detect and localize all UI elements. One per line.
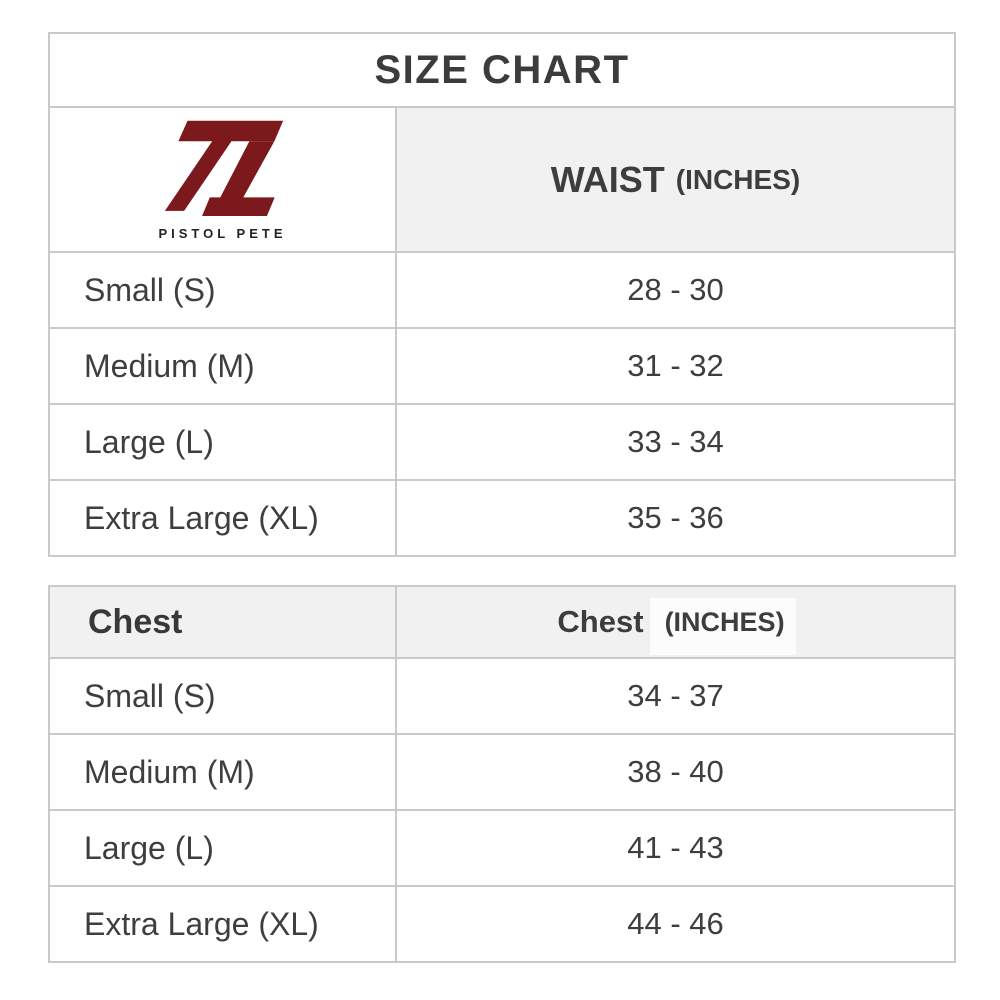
chest-header-unit-patch xyxy=(650,598,796,655)
chest-header-cell xyxy=(397,587,954,657)
brand-name: PISTOL PETE xyxy=(158,225,287,241)
chest-header-row xyxy=(50,587,954,657)
size-value: 35 - 36 xyxy=(397,481,954,555)
brand-logo-cell xyxy=(50,108,397,251)
waist-size-table xyxy=(48,32,956,557)
size-label: Medium (M) xyxy=(50,329,397,403)
size-value: 38 - 40 xyxy=(397,735,954,809)
table-row xyxy=(50,251,954,327)
table-row xyxy=(50,885,954,961)
waist-header-cell xyxy=(397,108,954,251)
table-row xyxy=(50,327,954,403)
size-value: 34 - 37 xyxy=(397,659,954,733)
chest-size-table xyxy=(48,585,956,963)
pistol-pete-p2-logo-icon xyxy=(162,119,284,217)
size-value: 41 - 43 xyxy=(397,811,954,885)
chest-header-label: Chest xyxy=(557,604,644,639)
size-value: 33 - 34 xyxy=(397,405,954,479)
size-value: 31 - 32 xyxy=(397,329,954,403)
table-row xyxy=(50,403,954,479)
table-row xyxy=(50,479,954,555)
table-row xyxy=(50,809,954,885)
size-label: Extra Large (XL) xyxy=(50,481,397,555)
chart-title-row xyxy=(50,34,954,106)
size-chart xyxy=(48,32,956,963)
size-label: Medium (M) xyxy=(50,735,397,809)
size-value: 28 - 30 xyxy=(397,253,954,327)
table-row xyxy=(50,733,954,809)
size-label: Extra Large (XL) xyxy=(50,887,397,961)
size-label: Large (L) xyxy=(50,811,397,885)
waist-header-unit: (INCHES) xyxy=(675,163,801,195)
size-label: Small (S) xyxy=(50,253,397,327)
size-label: Large (L) xyxy=(50,405,397,479)
waist-header-row xyxy=(50,106,954,251)
size-label: Small (S) xyxy=(50,659,397,733)
page-title: SIZE CHART xyxy=(374,47,630,92)
table-row xyxy=(50,657,954,733)
size-value: 44 - 46 xyxy=(397,887,954,961)
chest-header-unit: (INCHES) xyxy=(664,606,785,637)
chest-header-left: Chest xyxy=(50,587,397,657)
waist-header-label: WAIST xyxy=(550,158,665,200)
